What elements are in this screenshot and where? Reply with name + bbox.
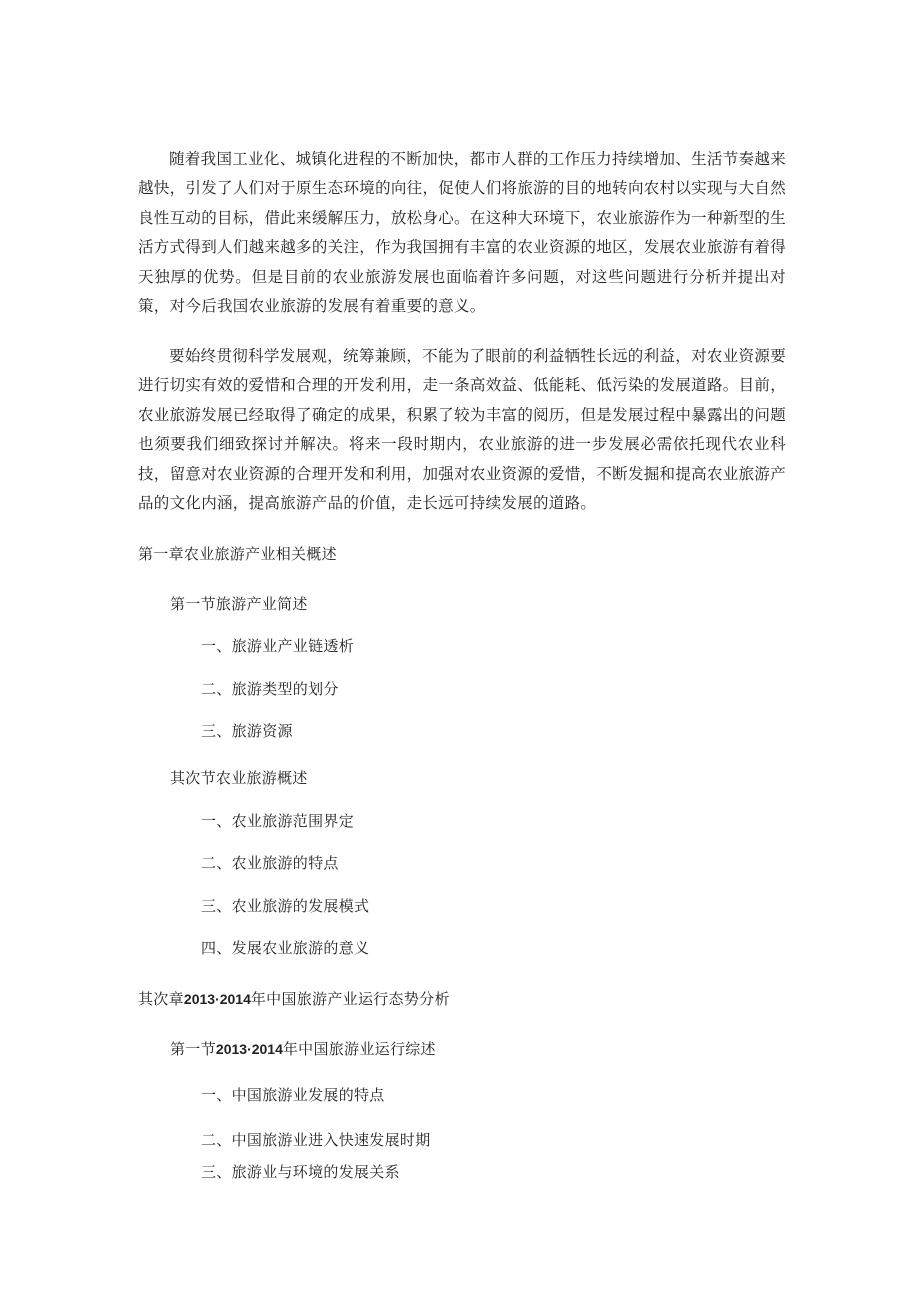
- toc-ch2-prefix: 其次章: [138, 990, 184, 1008]
- toc-chapter-1: 第一章农业旅游产业相关概述: [138, 545, 337, 563]
- toc-ch2-s1-prefix: 第一节: [170, 1040, 216, 1058]
- toc-ch2-s1-suffix: 年中国旅游业运行综述: [282, 1040, 436, 1058]
- toc-ch2-s1-item-2: 二、中国旅游业进入快速发展时期: [201, 1131, 431, 1149]
- toc-ch1-s2-item-4: 四、发展农业旅游的意义: [201, 939, 370, 957]
- toc-ch1-s1-item-3: 三、旅游资源: [201, 722, 293, 740]
- toc-ch2-s1-item-1: 一、中国旅游业发展的特点: [201, 1086, 385, 1104]
- toc-ch1-s2-item-1: 一、农业旅游范围界定: [201, 812, 355, 830]
- toc-ch1-s2-item-2: 二、农业旅游的特点: [201, 854, 339, 872]
- toc-chapter-2: [138, 989, 450, 1009]
- intro-paragraph-1: 随着我国工业化、城镇化进程的不断加快，都市人群的工作压力持续增加、生活节奏越来越快，引发了人们对于原生态环境的向往，促使人们将旅游的目的地转向农村以实现与大自然良性互动的目标，借此来缓解压力，放松身心。在这种大环境下，农业旅游作为一种新型的生活方式得到人们越来越多的关注，作为我国拥有丰富的农业资源的地区，发展农业旅游有着得天独厚的优势。但是目前的农业旅游发展也面临着许多问题，对这些问题进行分析并提出对策，对今后我国农业旅游的发展有着重要的意义。: [138, 150, 786, 316]
- toc-ch1-s2-item-3: 三、农业旅游的发展模式: [201, 897, 370, 915]
- toc-ch1-section-1: 第一节旅游产业简述: [170, 595, 308, 613]
- toc-ch2-section-1: [170, 1039, 436, 1059]
- toc-ch2-suffix: 年中国旅游产业运行态势分析: [250, 990, 450, 1008]
- toc-ch1-s1-item-2: 二、旅游类型的划分: [201, 680, 339, 698]
- toc-ch2-s1-years: 2013·2014: [215, 1041, 283, 1057]
- toc-ch2-s1-item-3: 三、旅游业与环境的发展关系: [201, 1163, 400, 1181]
- intro-paragraph-2: 要始终贯彻科学发展观，统筹兼顾，不能为了眼前的利益牺牲长远的利益，对农业资源要进行切实有效的爱惜和合理的开发利用，走一条高效益、低能耗、低污染的发展道路。目前，农业旅游发展已经取得了确定的成果，积累了较为丰富的阅历，但是发展过程中暴露出的问题也须要我们细致探讨并解决。将来一段时期内，农业旅游的进一步发展必需依托现代农业科技，留意对农业资源的合理开发和利用，加强对农业资源的爱惜，不断发掘和提高农业旅游产品的文化内涵，提高旅游产品的价值，走长远可持续发展的道路。: [138, 347, 786, 513]
- toc-ch1-s1-item-1: 一、旅游业产业链透析: [201, 637, 355, 655]
- toc-ch1-section-2: 其次节农业旅游概述: [170, 769, 308, 787]
- toc-ch2-years: 2013·2014: [183, 991, 251, 1007]
